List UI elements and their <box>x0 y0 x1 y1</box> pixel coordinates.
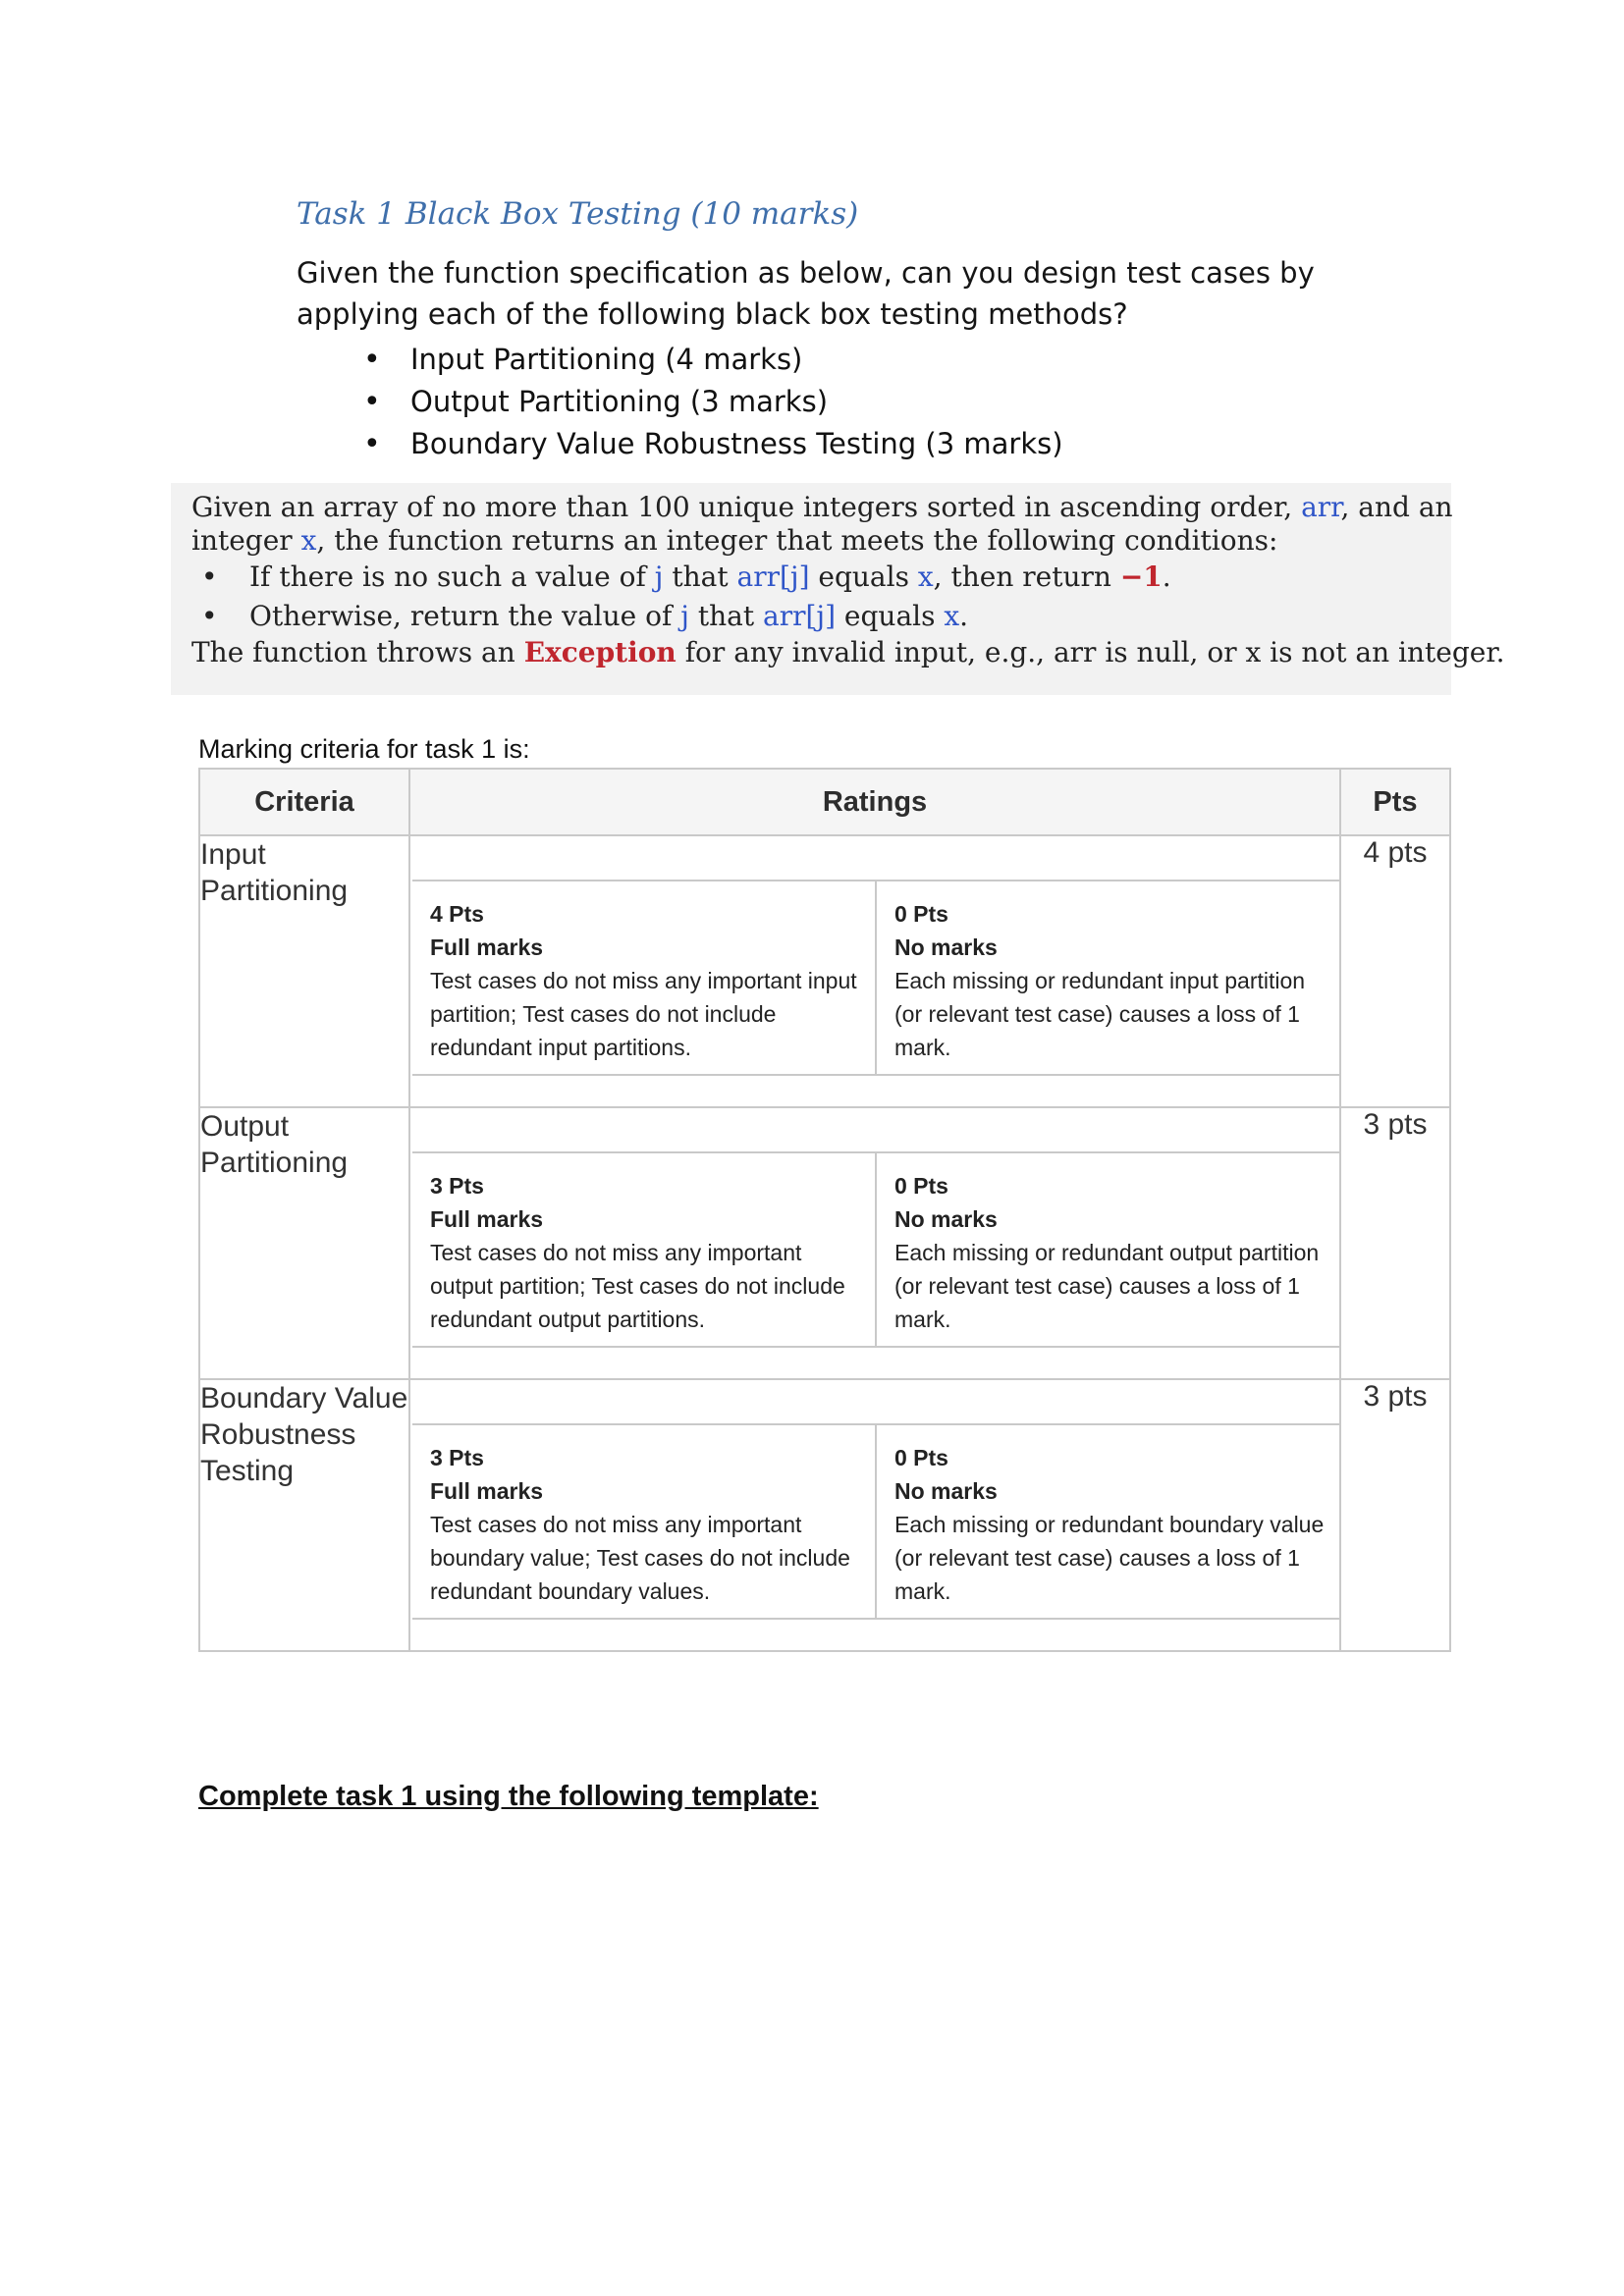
marking-rubric-table <box>198 768 1451 1652</box>
rubric-header-row <box>199 769 1450 835</box>
rating-label: No marks <box>894 1478 998 1504</box>
method-item: • Boundary Value Robustness Testing (3 marks) <box>363 423 1063 465</box>
spec-condition-1 <box>191 558 1458 597</box>
spec-text: The function throws an <box>191 636 515 668</box>
rating-none <box>875 881 1339 1074</box>
criterion-points: 3 pts <box>1340 1107 1450 1379</box>
spec-text: . <box>959 600 969 632</box>
spec-var-j: j <box>680 600 689 632</box>
ratings-header: Ratings <box>409 769 1340 835</box>
ratings-group <box>412 880 1339 1076</box>
spec-text: that <box>697 600 755 632</box>
spec-var-arrj: arr[j] <box>763 600 837 632</box>
spec-condition-2 <box>191 597 1458 636</box>
spec-text: If there is no such a value of <box>249 561 646 593</box>
rating-none <box>875 1153 1339 1346</box>
rubric-row <box>199 1379 1450 1651</box>
template-instruction: Complete task 1 using the following template: <box>198 1781 819 1812</box>
rating-none <box>875 1425 1339 1618</box>
spec-var-x: x <box>917 561 934 593</box>
spec-return-value: −1 <box>1119 561 1163 593</box>
spec-line-1 <box>191 491 1458 524</box>
rating-points: 3 Pts <box>430 1173 484 1199</box>
spec-var-arrj: arr[j] <box>736 561 810 593</box>
rating-description: Test cases do not miss any important output partition; Test cases do not include redundant output partitions. <box>430 1240 845 1332</box>
spec-text: that <box>672 561 729 593</box>
spec-text: Otherwise, return the value of <box>249 600 673 632</box>
spec-text: integer <box>191 524 293 557</box>
rubric-row <box>199 835 1450 1107</box>
rating-points: 0 Pts <box>894 1445 948 1470</box>
rating-points: 4 Pts <box>430 901 484 927</box>
spec-var-j: j <box>654 561 664 593</box>
rating-full <box>412 1153 875 1346</box>
ratings-group <box>412 1423 1339 1620</box>
spec-text: Given an array of no more than 100 unique integers sorted in ascending order, <box>191 491 1293 523</box>
ratings-cell <box>409 835 1340 1107</box>
spec-line-exception <box>191 636 1505 669</box>
rating-points: 0 Pts <box>894 1173 948 1199</box>
spec-var-arr: arr <box>1301 491 1341 523</box>
rating-description: Each missing or redundant output partition (or relevant test case) causes a loss of 1 mark. <box>894 1240 1320 1332</box>
rating-description: Test cases do not miss any important boundary value; Test cases do not include redundant boundary values. <box>430 1512 850 1604</box>
method-item: • Input Partitioning (4 marks) <box>363 339 1063 381</box>
ratings-group <box>412 1151 1339 1348</box>
marking-criteria-intro: Marking criteria for task 1 is: <box>198 734 530 764</box>
spec-text: equals <box>843 600 936 632</box>
rating-full <box>412 881 875 1074</box>
rubric-row <box>199 1107 1450 1379</box>
criterion-name: Boundary Value Robustness Testing <box>199 1379 409 1651</box>
spec-text: , and an <box>1340 491 1453 523</box>
criterion-name: Input Partitioning <box>199 835 409 1107</box>
rating-label: Full marks <box>430 1206 544 1232</box>
methods-list <box>363 339 1063 465</box>
spec-exception: Exception <box>523 636 677 668</box>
task-intro: Given the function specification as below, can you design test cases by applying each of the following black box testing methods? <box>297 256 1315 331</box>
spec-text: , then return <box>933 561 1111 593</box>
criterion-points: 4 pts <box>1340 835 1450 1107</box>
spec-var-x: x <box>300 524 317 557</box>
function-specification <box>191 491 1505 669</box>
rating-points: 0 Pts <box>894 901 948 927</box>
ratings-cell <box>409 1379 1340 1651</box>
task-heading: Task 1 Black Box Testing (10 marks) <box>297 196 859 232</box>
spec-text: . <box>1162 561 1171 593</box>
spec-text: for any invalid input, e.g., arr is null, or x is not an integer. <box>684 636 1505 668</box>
spec-var-x: x <box>944 600 960 632</box>
criteria-header: Criteria <box>199 769 409 835</box>
spec-text: equals <box>818 561 909 593</box>
criterion-name: Output Partitioning <box>199 1107 409 1379</box>
rating-description: Test cases do not miss any important input partition; Test cases do not include redundant input partitions. <box>430 968 857 1060</box>
criterion-points: 3 pts <box>1340 1379 1450 1651</box>
ratings-cell <box>409 1107 1340 1379</box>
rating-label: Full marks <box>430 934 544 960</box>
rating-description: Each missing or redundant boundary value (or relevant test case) causes a loss of 1 mark. <box>894 1512 1325 1604</box>
rating-description: Each missing or redundant input partition (or relevant test case) causes a loss of 1 mark. <box>894 968 1306 1060</box>
rating-label: Full marks <box>430 1478 544 1504</box>
method-item: • Output Partitioning (3 marks) <box>363 381 1063 423</box>
spec-line-2 <box>191 524 1458 558</box>
spec-text: , the function returns an integer that meets the following conditions: <box>316 524 1278 557</box>
pts-header: Pts <box>1340 769 1450 835</box>
rating-points: 3 Pts <box>430 1445 484 1470</box>
rating-full <box>412 1425 875 1618</box>
rating-label: No marks <box>894 1206 998 1232</box>
rating-label: No marks <box>894 934 998 960</box>
